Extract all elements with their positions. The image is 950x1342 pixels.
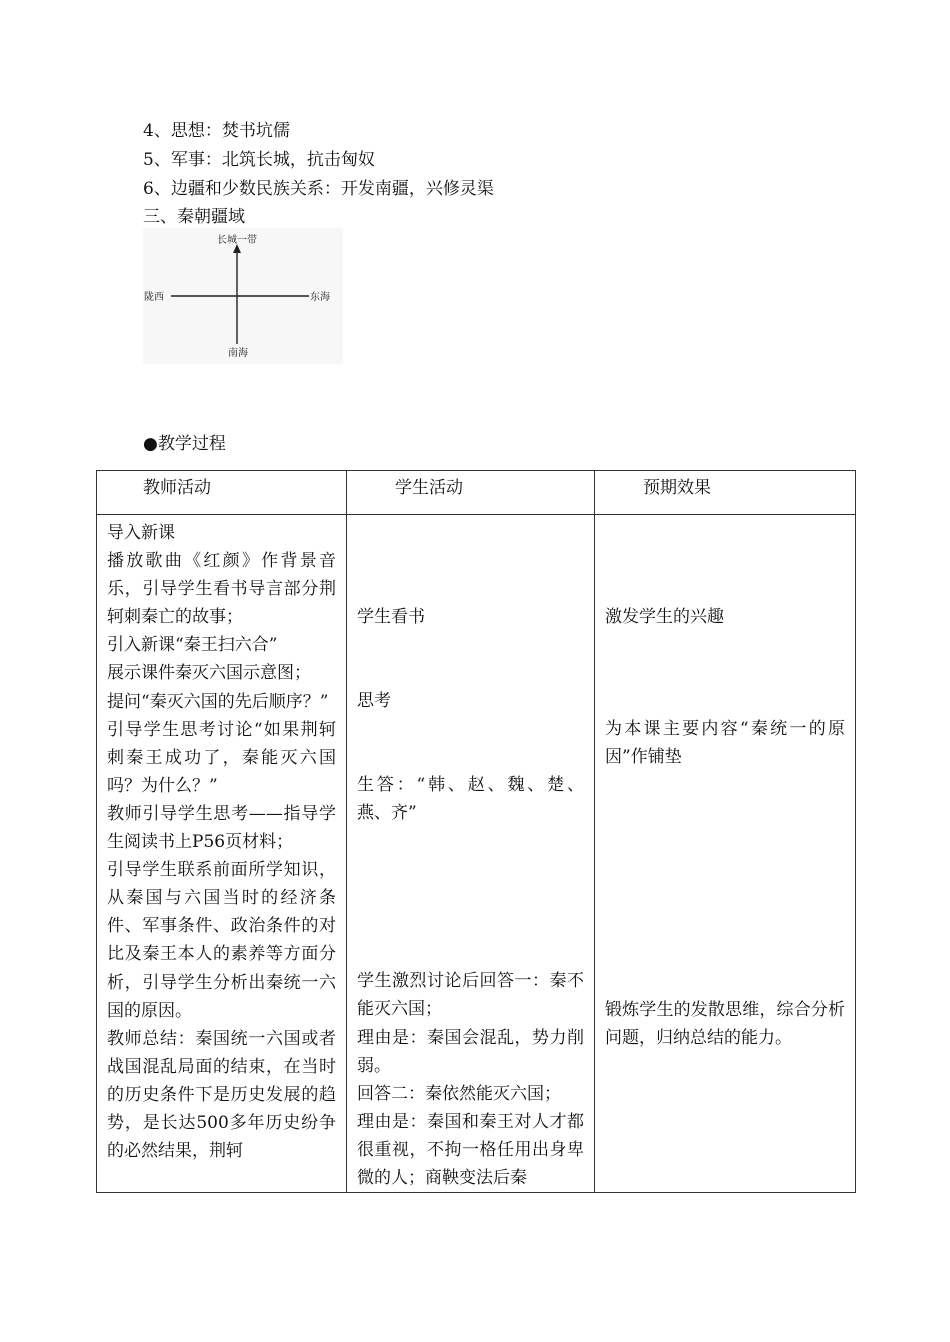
label-west: 陇西 xyxy=(144,292,164,303)
student-line: 学生激烈讨论后回答一：秦不能灭六国； xyxy=(357,971,584,1020)
header-student: 学生活动 xyxy=(395,478,463,498)
territory-diagram-svg xyxy=(143,228,343,364)
teacher-line: 展示课件秦灭六国示意图； xyxy=(107,663,311,684)
teaching-process-title: ●教学过程 xyxy=(143,434,226,454)
section-territory-title: 三、秦朝疆域 xyxy=(143,207,245,227)
teacher-line: 导入新课 xyxy=(107,523,175,543)
outline-item-6: 6、边疆和少数民族关系：开发南疆，兴修灵渠 xyxy=(143,179,494,199)
student-line: 理由是：秦国和秦王对人才都很重视，不拘一格任用出身卑微的人；商鞅变法后秦 xyxy=(357,1111,584,1189)
effect-line: 激发学生的兴趣 xyxy=(605,607,724,627)
effect-line: 锻炼学生的发散思维，综合分析问题，归纳总结的能力。 xyxy=(605,1000,845,1049)
teacher-line: 教师引导学生思考——指导学生阅读书上P56页材料； xyxy=(107,803,336,853)
teacher-line: 引导学生思考讨论“如果荆轲刺秦王成功了，秦能灭六国吗？为什么？” xyxy=(107,719,336,796)
table-header-row xyxy=(97,471,856,515)
effect-line: 为本课主要内容“秦统一的原因”作铺垫 xyxy=(605,719,845,768)
expected-effect-cell xyxy=(595,515,856,1193)
label-south: 南海 xyxy=(228,348,248,359)
teacher-activity-cell xyxy=(97,515,347,1193)
student-line: 回答二：秦依然能灭六国； xyxy=(357,1083,561,1104)
teacher-line: 引入新课“秦王扫六合” xyxy=(107,635,278,656)
student-line: 学生看书 xyxy=(357,607,425,627)
table-row xyxy=(97,515,856,1193)
teaching-process-table xyxy=(96,470,856,1193)
header-effect: 预期效果 xyxy=(643,478,711,498)
teacher-line: 播放歌曲《红颜》作背景音乐，引导学生看书导言部分荆轲刺秦亡的故事； xyxy=(107,551,336,628)
territory-diagram xyxy=(143,228,343,364)
student-line: 思考 xyxy=(357,691,391,712)
header-teacher-cell xyxy=(97,471,347,515)
outline-item-4: 4、思想：焚书坑儒 xyxy=(143,121,290,141)
header-effect-cell xyxy=(595,471,856,515)
outline-item-5: 5、军事：北筑长城，抗击匈奴 xyxy=(143,150,375,170)
student-activity-cell xyxy=(347,515,595,1193)
student-line: 理由是：秦国会混乱，势力削弱。 xyxy=(357,1027,584,1076)
label-north: 长城一带 xyxy=(217,235,257,246)
teacher-line: 教师总结：秦国统一六国或者战国混乱局面的结束，在当时的历史条件下是历史发展的趋势，是长达500多年历史纷争的必然结果，荆轲 xyxy=(107,1028,336,1162)
header-student-cell xyxy=(347,471,595,515)
header-teacher: 教师活动 xyxy=(143,478,211,498)
teacher-line: 提问“秦灭六国的先后顺序？” xyxy=(107,691,329,712)
teacher-line: 引导学生联系前面所学知识，从秦国与六国当时的经济条件、军事条件、政治条件的对比及秦王本人的素养等方面分析，引导学生分析出秦统一六国的原因。 xyxy=(107,860,336,1021)
student-line: 生答：“韩、赵、魏、楚、燕、齐” xyxy=(357,775,584,824)
label-east: 东海 xyxy=(310,292,330,303)
